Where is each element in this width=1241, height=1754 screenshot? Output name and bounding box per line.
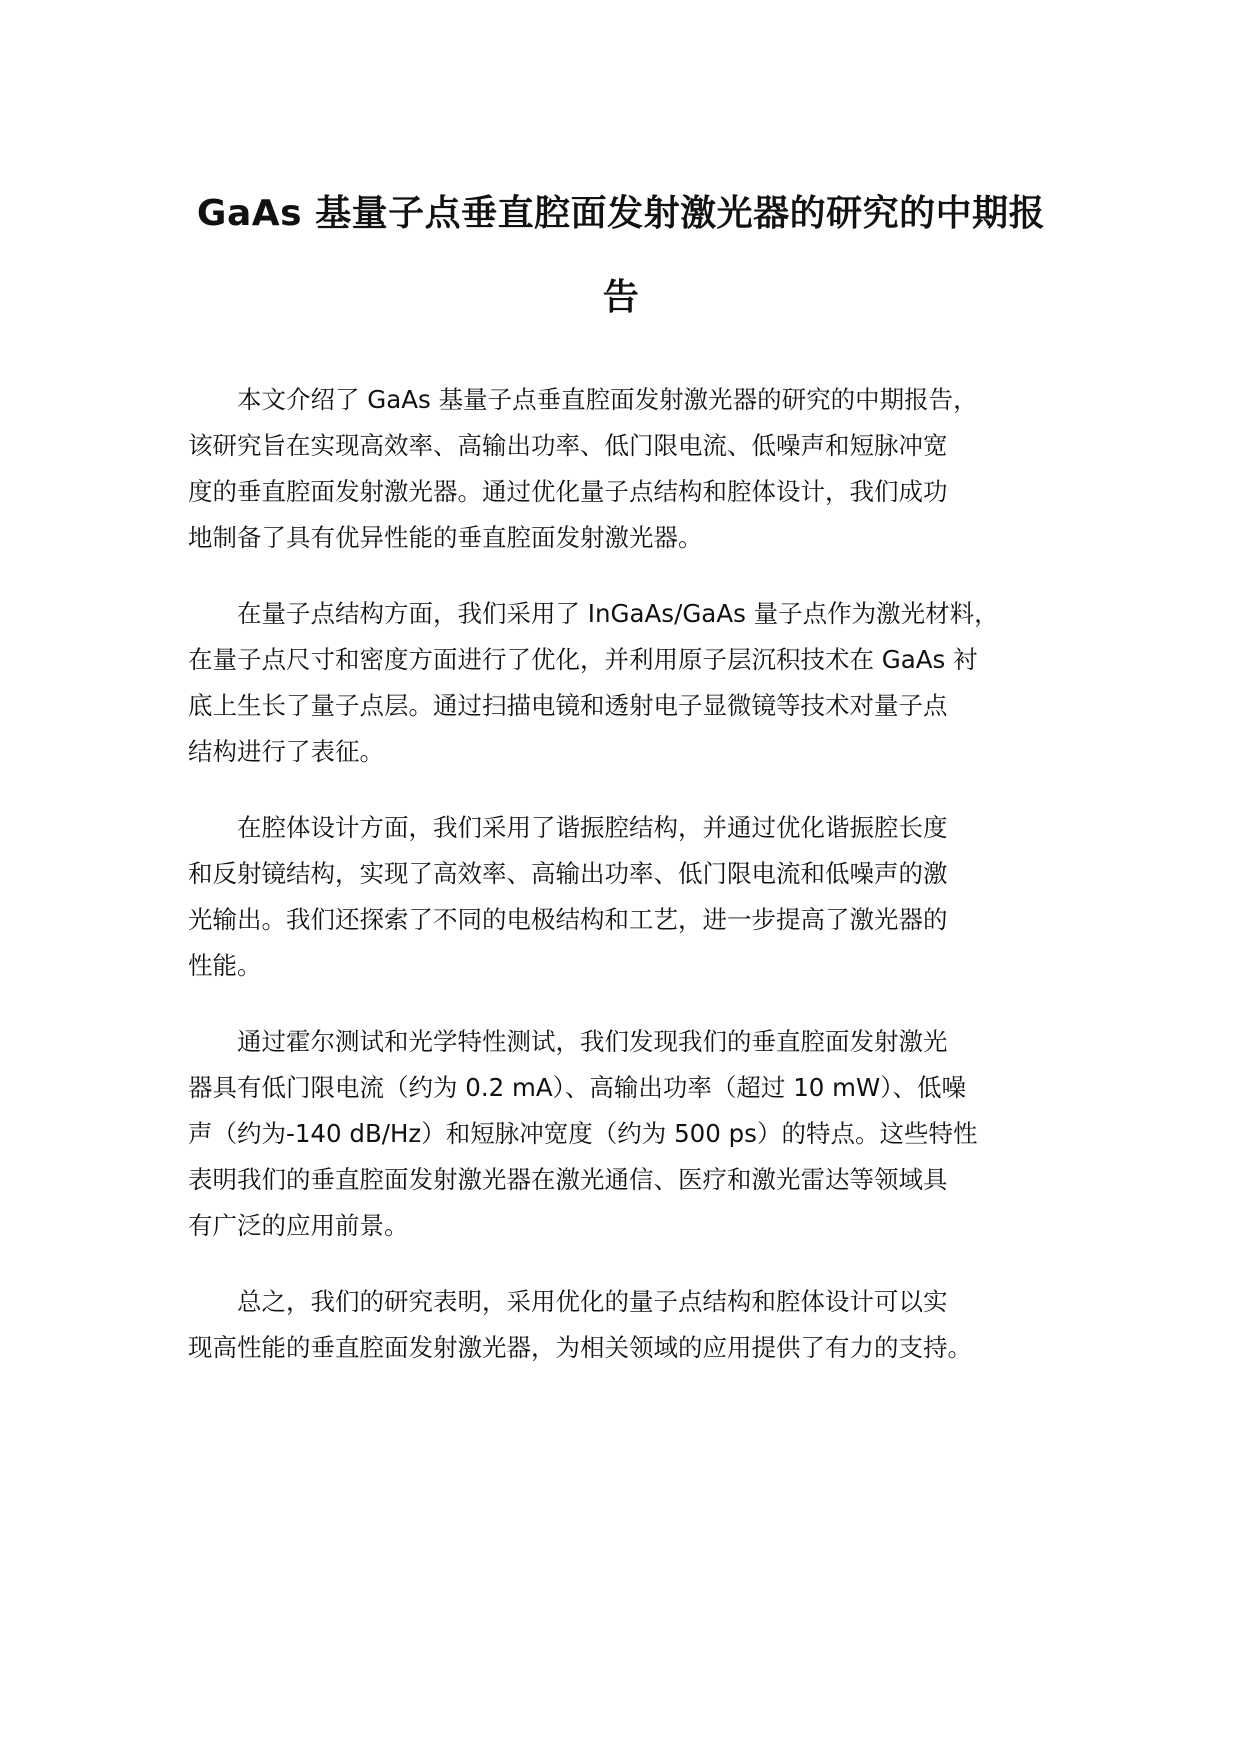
paragraph-cavity-design	[188, 805, 1078, 989]
paragraph-conclusion	[188, 1279, 1078, 1371]
paragraph-line: 性能。	[188, 951, 262, 980]
paragraph-line: 器具有低门限电流（约为 0.2 mA）、高输出功率（超过 10 mW）、低噪	[188, 1073, 967, 1102]
paragraph-line: 结构进行了表征。	[188, 737, 384, 766]
paragraph-test-results	[188, 1019, 1078, 1249]
paragraph-intro	[188, 377, 1078, 561]
paragraph-line: 地制备了具有优异性能的垂直腔面发射激光器。	[188, 523, 703, 552]
paragraph-line: 光输出。我们还探索了不同的电极结构和工艺，进一步提高了激光器的	[188, 905, 948, 934]
document-body	[188, 377, 1078, 1401]
paragraph-line: 在量子点结构方面，我们采用了 InGaAs/GaAs 量子点作为激光材料，	[237, 599, 999, 628]
paragraph-line: 现高性能的垂直腔面发射激光器，为相关领域的应用提供了有力的支持。	[188, 1333, 972, 1362]
title-line-1: GaAs 基量子点垂直腔面发射激光器的研究的中期报	[196, 193, 1046, 234]
title-line-2: 告	[602, 277, 640, 318]
paragraph-line: 和反射镜结构，实现了高效率、高输出功率、低门限电流和低噪声的激	[188, 859, 948, 888]
paragraph-line: 总之，我们的研究表明，采用优化的量子点结构和腔体设计可以实	[237, 1287, 948, 1316]
paragraph-line: 底上生长了量子点层。通过扫描电镜和透射电子显微镜等技术对量子点	[188, 691, 948, 720]
paragraph-line: 声（约为-140 dB/Hz）和短脉冲宽度（约为 500 ps）的特点。这些特性	[188, 1119, 978, 1148]
paragraph-line: 在量子点尺寸和密度方面进行了优化，并利用原子层沉积技术在 GaAs 衬	[188, 645, 978, 674]
paragraph-line: 通过霍尔测试和光学特性测试，我们发现我们的垂直腔面发射激光	[237, 1027, 948, 1056]
paragraph-line: 度的垂直腔面发射激光器。通过优化量子点结构和腔体设计，我们成功	[188, 477, 948, 506]
paragraph-quantum-dot-structure	[188, 591, 1078, 775]
paragraph-line: 表明我们的垂直腔面发射激光器在激光通信、医疗和激光雷达等领域具	[188, 1165, 948, 1194]
document-title	[188, 172, 1054, 340]
paragraph-line: 该研究旨在实现高效率、高输出功率、低门限电流、低噪声和短脉冲宽	[188, 431, 948, 460]
paragraph-line: 在腔体设计方面，我们采用了谐振腔结构，并通过优化谐振腔长度	[237, 813, 948, 842]
paragraph-line: 本文介绍了 GaAs 基量子点垂直腔面发射激光器的研究的中期报告，	[237, 385, 978, 414]
paragraph-line: 有广泛的应用前景。	[188, 1211, 409, 1240]
